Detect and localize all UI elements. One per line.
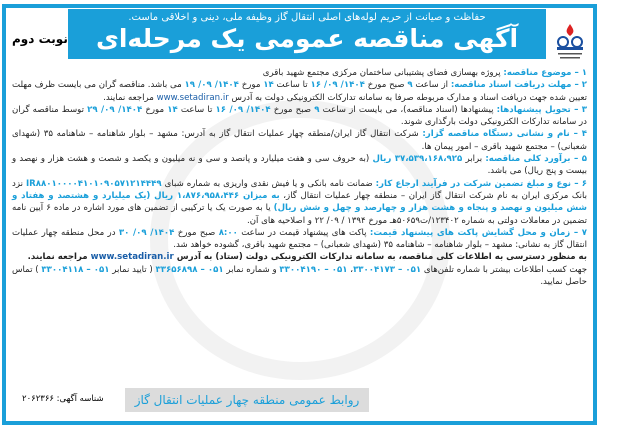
text-span: ۴ – نام و نشانی دستگاه مناقصه گزار: [422, 129, 588, 140]
text-span: توسط مناقصه گران در سامانه تدارکات الکترونیکی دولت بارگذاری شوند. [12, 104, 587, 128]
text-span: ۹ [314, 104, 320, 115]
item-estimate [12, 153, 587, 178]
text-span: ۱۴۰۴/ ۰۹/ ۱۶ [215, 104, 271, 115]
text-span: ۰۵۱ – ۳۳۶۵۶۸۹۸ [155, 264, 224, 275]
text-span: صبح مورخ [273, 104, 312, 115]
text-span: مراجعه نمایند. [27, 252, 88, 263]
text-span: ضمانت نامه بانکی و یا فیش نقدی واریزی به شماره شبای [164, 178, 373, 189]
text-span: مورخ [145, 104, 165, 115]
text-span: ۷ – زمان و محل گشایش پاکت های پیشنهاد قیمت: [369, 227, 588, 238]
text-span: ۹ [407, 80, 413, 91]
item-doc-deadline [12, 79, 587, 104]
contact-info [12, 264, 587, 289]
item-organizer [12, 128, 587, 153]
text-span: شرکت انتقال گاز ایران/منطقه چهار عملیات انتقال گاز به آدرس: مشهد – بلوار شاهنامه – شاهنامه ۳۵ (شهدای شعبانی) – مجتمع شهید باقری – امور پیمان ها. [12, 129, 587, 152]
text-span: IR۸۸۰۱۰۰۰۰۴۱۰۱۰۹۰۵۷۱۲۱۴۴۴۹ [25, 178, 162, 189]
text-span: ۱۴۰۴/ ۰۹/ ۳۰ [118, 227, 175, 238]
text-span: از ساعت [415, 80, 449, 91]
text-span: صبح مورخ [177, 227, 216, 238]
text-span: ۳۷،۵۳۹،۱۶۸،۹۲۵ ریال [372, 154, 463, 165]
setadiran-link[interactable]: www.setadiran.ir [156, 92, 229, 103]
text-span: ۱۴۰۴/ ۰۹/ ۱۶ [310, 80, 365, 91]
item-guarantee [12, 178, 587, 227]
item-submission [12, 104, 587, 129]
text-span: صبح مورخ [367, 80, 405, 91]
text-span: مورخ [241, 80, 261, 91]
text-span: ۱ – موضوع مناقصه: [503, 68, 587, 78]
slogan: حفاظت و صیانت از حریم لوله‌های اصلی انتقال گاز وظیفه ملی، دینی و اخلاقی ماست. [128, 12, 486, 23]
page-title: آگهی مناقصه عمومی یک مرحله‌ای [95, 24, 519, 53]
text-span: ۱۴ [167, 104, 178, 115]
text-span: به میزان ۱،۸۷۶،۹۵۸،۴۴۶ ریال (یک میلیارد و هشتصد و هفتاد و شش میلیون و نهصد و پنجاه و هشت هزار و چهارصد و چهل و شش ریال) [12, 190, 587, 214]
text-span: ۱۴ [263, 80, 274, 91]
text-span: در محل منطقه چهار عملیات انتقال گاز به نشانی: مشهد – بلوار شاهنامه – شاهنامه ۳۵ (شهدای شعبانی) – مجتمع شهید باقری، گشوده خواهد شد. [12, 227, 587, 251]
access-note [12, 251, 587, 263]
text-span: ( تایید نمابر [112, 264, 153, 275]
company-logo-icon [553, 22, 587, 62]
text-span: ۱۴۰۴/ ۰۹/ ۱۹ [184, 80, 239, 91]
text-span: ۸:۰۰ [218, 227, 238, 238]
text-span: ۰۵۱ – ۳۳۰۰۴۱۷۳ [353, 264, 422, 275]
text-span: می باشد. مناقصه گران می بایست ظرف مهلت تعیین شده جهت دریافت اسناد و مدارک مربوطه صرفا به سامانه تدارکات الکترونیکی دولت به آدرس [12, 80, 587, 103]
text-span: ۱۴۰۴/ ۰۹/ ۲۹ [87, 104, 143, 115]
item-opening [12, 227, 587, 252]
ad-id: شناسه آگهی: ۲۰۶۲۳۶۶ [22, 394, 104, 404]
text-span: ۲ – مهلت دریافت اسناد مناقصه: [450, 80, 588, 91]
text-span: ۰۵۱ – ۳۳۰۰۴۱۱۸ [41, 264, 110, 275]
text-span: ۵ – برآورد کلی مناقصه: [485, 154, 587, 165]
item-subject [12, 67, 587, 79]
ad-body [12, 67, 587, 288]
text-span: یا به صورت یک یا ترکیبی از تضمین های مورد اشاره در ماده ۶ آیین نامه تضمین در معاملات دولتی به شماره ۱۲۳۴۰۲/ت۵۰۶۵۹هـ مورخ ۱۳۹۴ / ۰۹/ ۲۲ و اصلاحیه های آن. [12, 203, 587, 226]
text-span: ۶ – نوع و مبلغ تضمین شرکت در فرآیند ارجاع کار: [375, 178, 587, 189]
text-span: مراجعه نمایند. [103, 92, 154, 103]
text-span: پیشنهادها (اسناد مناقصه)، می بایست از ساعت [322, 104, 494, 115]
text-span: ۰۵۱ – ۳۳۰۰۴۱۹۰ [279, 264, 348, 275]
text-span: به منظور دسترسی به اطلاعات کلی مناقصه، به سامانه تدارکات الکترونیکی دولت (ستاد) به آدرس [176, 252, 587, 263]
text-span: و شماره نمابر [226, 264, 277, 275]
header-banner [68, 9, 546, 59]
text-span: (به حروف سی و هفت میلیارد و پانصد و سی و نه میلیون و یکصد و شصت و هشت هزار و نهصد و بیست و پنج ریال) می باشد. [12, 154, 587, 177]
text-span: تا ساعت [180, 104, 213, 115]
text-span: برابر [465, 154, 483, 165]
text-span: تا ساعت [276, 80, 308, 91]
turn-label: نوبت دوم [12, 32, 68, 46]
text-span: نزد بانک مرکزی ایران به نام شرکت انتقال گاز ایران – منطقه چهار عملیات انتقال گاز، [12, 178, 587, 201]
text-span: ، [350, 264, 354, 275]
footer-org: روابط عمومی منطقه چهار عملیات انتقال گاز [125, 388, 369, 412]
setadiran-link-2[interactable]: www.setadiran.ir [90, 252, 174, 263]
text-span: جهت کسب اطلاعات بیشتر با شماره تلفن‌های [423, 264, 588, 275]
text-span: پاکت های پیشنهاد قیمت در ساعت [241, 227, 367, 238]
text-span: ) تماس حاصل نمایید. [12, 264, 587, 288]
text-span: پروژه بهسازی فضای پشتیبانی ساختمان مرکزی مجتمع شهید باقری [262, 68, 501, 78]
text-span: ۳ – تحویل پیشنهادها: [496, 104, 588, 115]
